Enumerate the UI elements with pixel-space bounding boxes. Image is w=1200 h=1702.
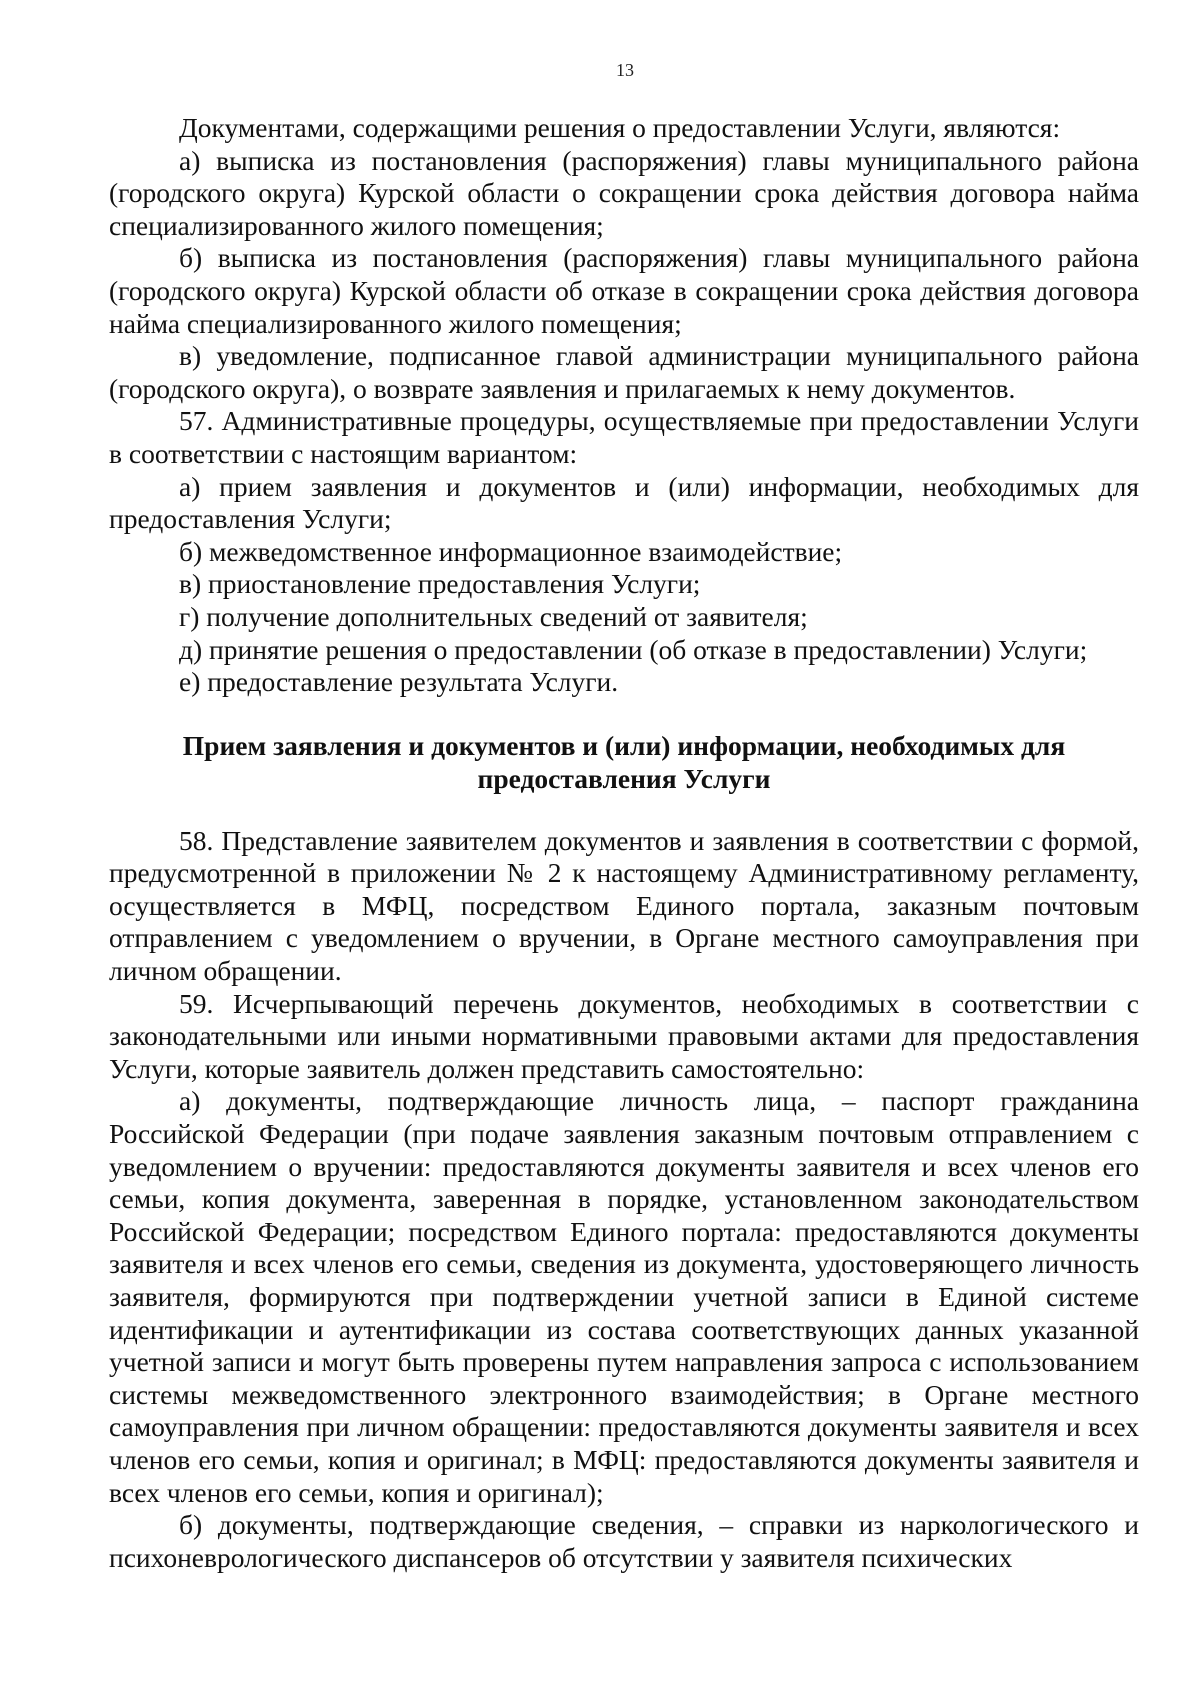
list-item-b: б) выписка из постановления (распоряжения) главы муниципального района (городского округа) Курской области об отказе в сокращении срока действия договора найма специализированного жилого помещения;	[109, 242, 1139, 339]
clause-57: 57. Административные процедуры, осуществляемые при предоставлении Услуги в соответствии с настоящим вариантом:	[109, 405, 1139, 469]
clause-59: 59. Исчерпывающий перечень документов, необходимых в соответствии с законодательными или иными нормативными правовыми актами для предоставления Услуги, которые заявитель должен представить самостоятельно:	[109, 987, 1139, 1084]
procedure-item-b: б) межведомственное информационное взаимодействие;	[179, 535, 843, 567]
procedure-item-c: в) приостановление предоставления Услуги;	[179, 568, 701, 600]
procedure-item-a: а) прием заявления и документов и (или) информации, необходимых для предоставления Услуги;	[109, 470, 1139, 535]
list-item-c: в) уведомление, подписанное главой администрации муниципального района (городского округа), о возврате заявления и прилагаемых к нему документов.	[109, 340, 1139, 404]
clause-58: 58. Представление заявителем документов и заявления в соответствии с формой, предусмотренной в приложении № 2 к настоящему Административному регламенту, осуществляется в МФЦ, посредством Единого портала, заказным почтовым отправлением с уведомлением о вручении, в Органе местного самоуправления при личном обращении.	[109, 824, 1139, 987]
procedure-item-d: г) получение дополнительных сведений от заявителя;	[179, 600, 808, 632]
procedure-item-f: е) предоставление результата Услуги.	[179, 666, 619, 698]
document-item-b: б) документы, подтверждающие сведения, – справки из наркологического и психоневрологического диспансеров об отсутствии у заявителя психических	[109, 1509, 1139, 1573]
document-body	[109, 112, 1139, 1574]
page-number: 13	[616, 60, 634, 80]
document-item-a: а) документы, подтверждающие личность лица, – паспорт гражданина Российской Федерации (при подаче заявления заказным почтовым отправлением с уведомлением о вручении: предоставляются документы заявителя и всех членов его семьи, копия документа, заверенная в порядке, установленном законодательством Российской Федерации; посредством Единого портала: предоставляются документы заявителя и всех членов его семьи, сведения из документа, удостоверяющего личность заявителя, формируются при подтверждении учетной записи в Единой системе идентификации и аутентификации из состава соответствующих данных указанной учетной записи и могут быть проверены путем направления запроса с использованием системы межведомственного электронного взаимодействия; в Органе местного самоуправления при личном обращении: предоставляются документы заявителя и всех членов его семьи, копия и оригинал; в МФЦ: предоставляются документы заявителя и всех членов его семьи, копия и оригинал);	[109, 1085, 1139, 1508]
section-heading: Прием заявления и документов и (или) информации, необходимых для предоставления Услуги	[182, 729, 1066, 794]
list-item-a: а) выписка из постановления (распоряжения) главы муниципального района (городского округа) Курской области о сокращении срока действия договора найма специализированного жилого помещения;	[109, 144, 1139, 241]
paragraph: Документами, содержащими решения о предоставлении Услуги, являются:	[179, 112, 1061, 143]
procedure-item-e: д) принятие решения о предоставлении (об отказе в предоставлении) Услуги;	[179, 633, 1088, 665]
